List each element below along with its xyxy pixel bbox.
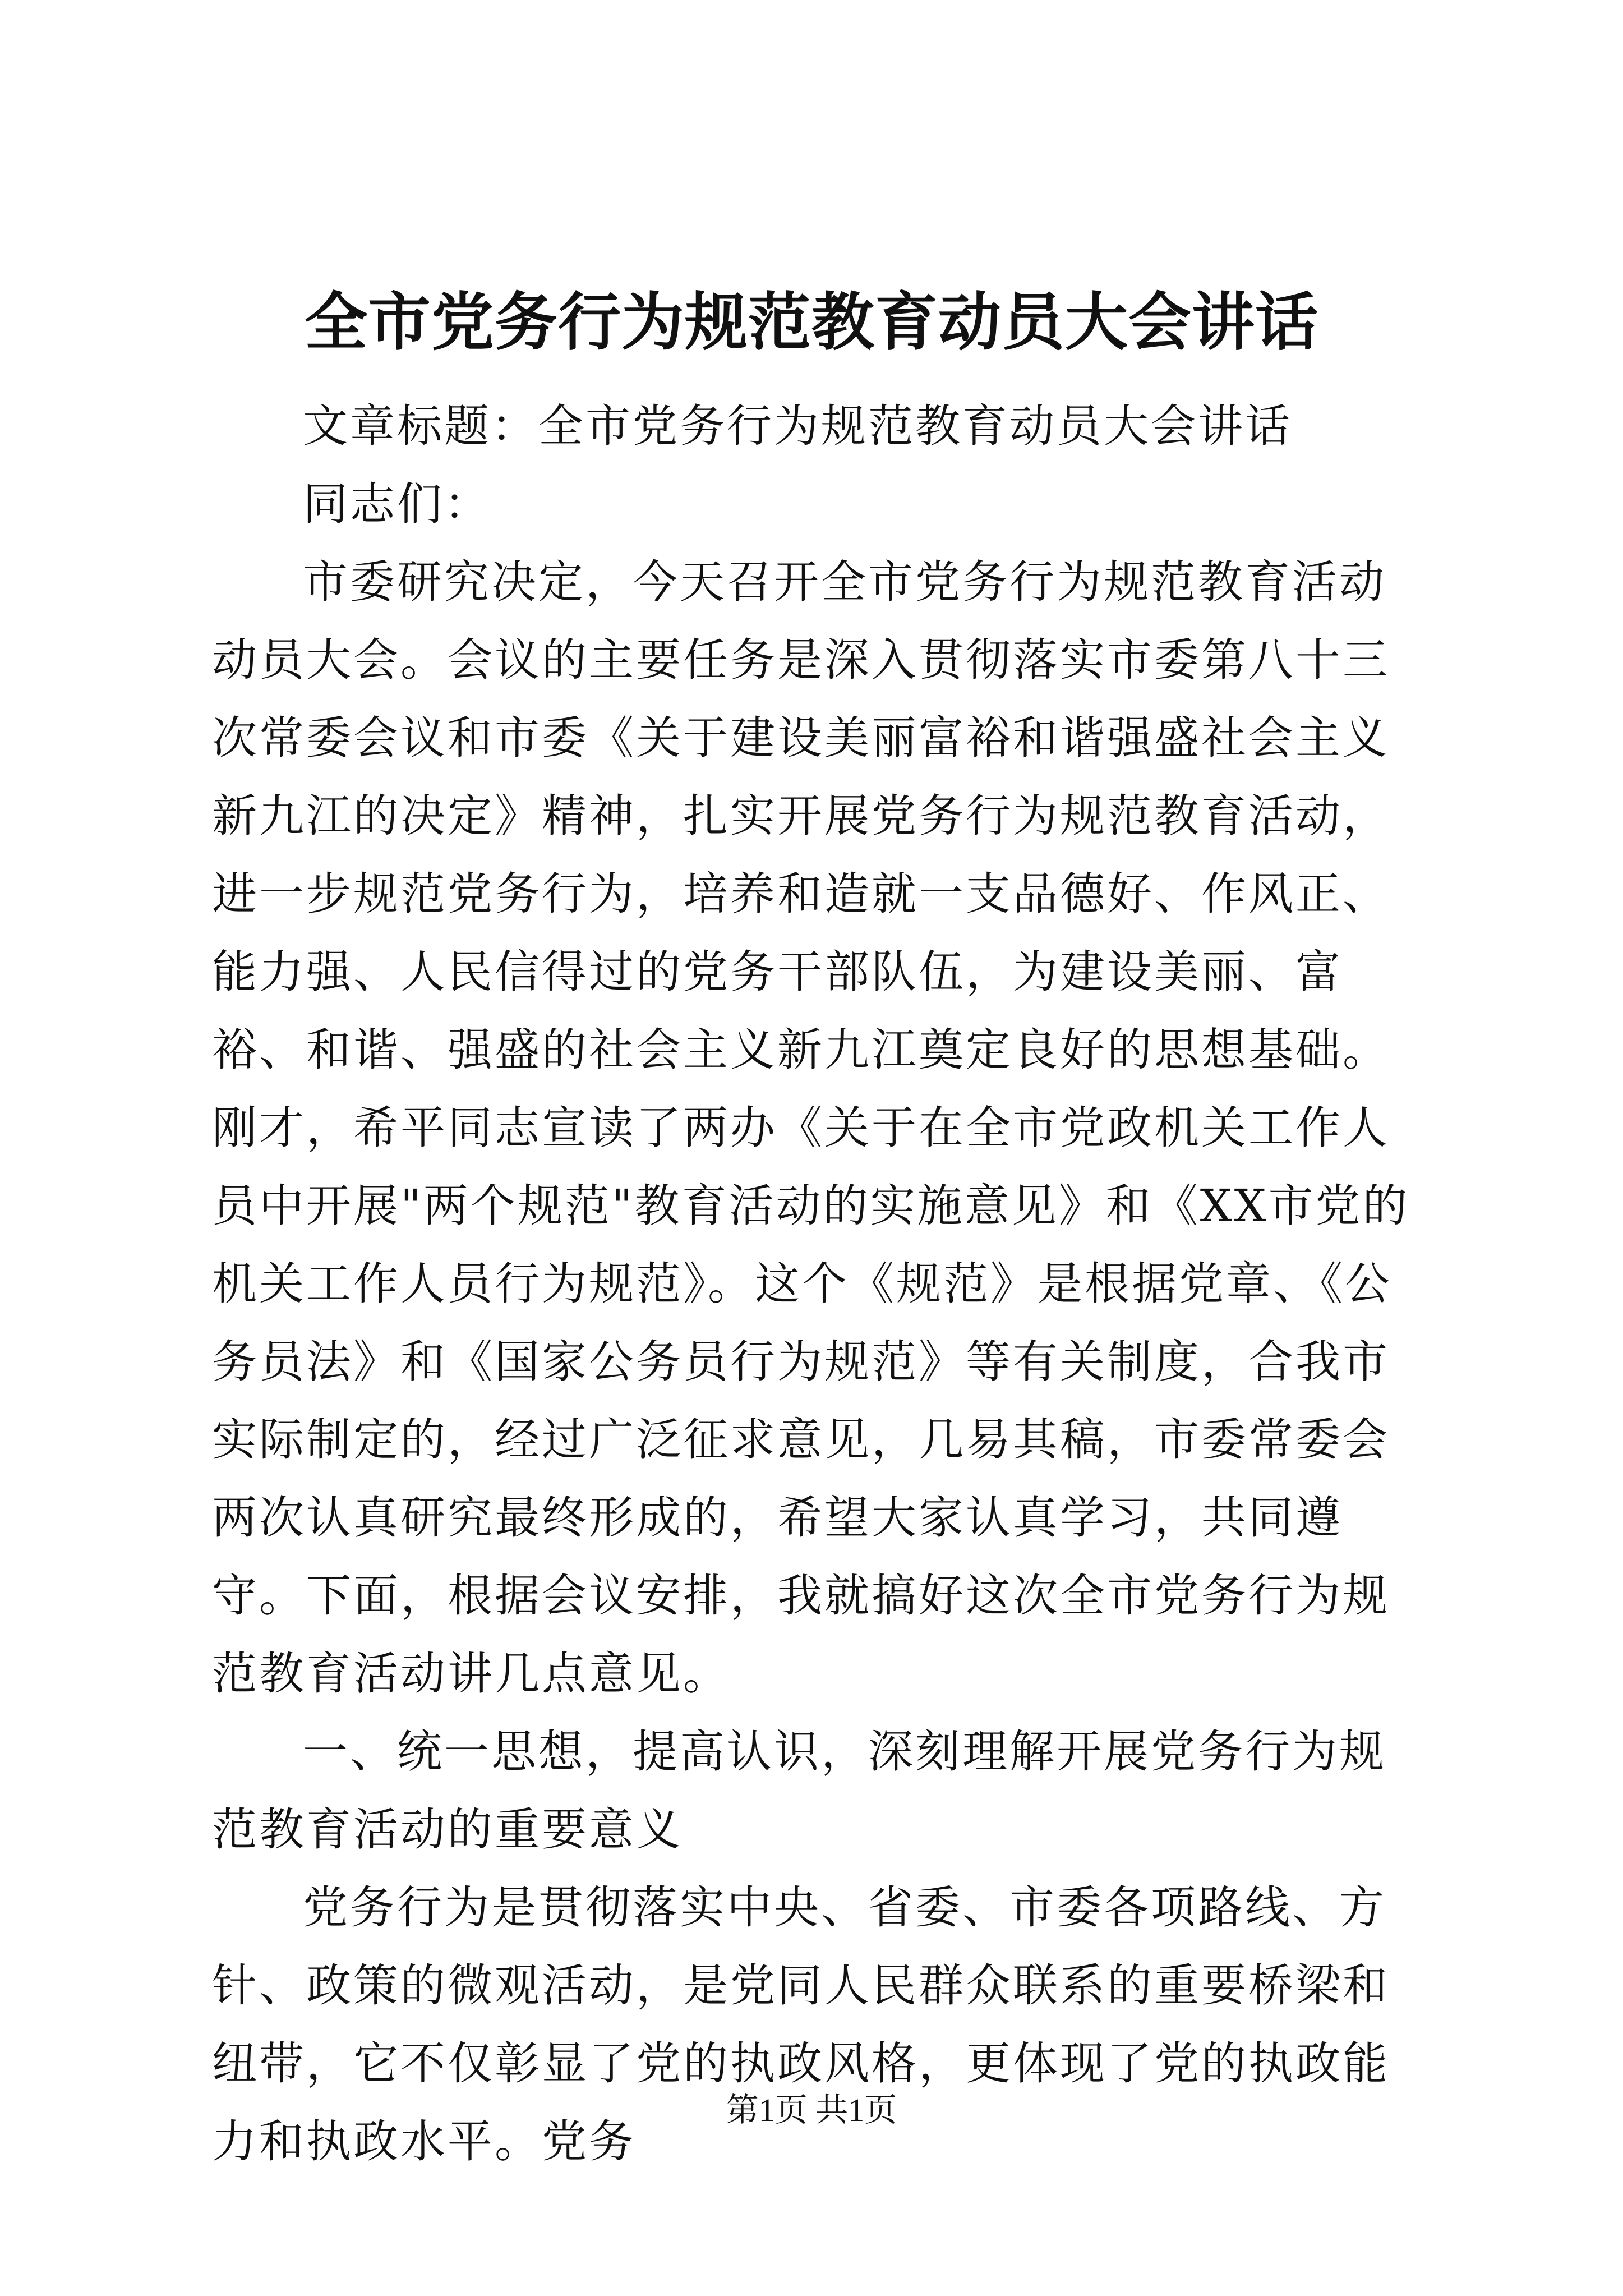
section-heading: 一、统一思想，提高认识，深刻理解开展党务行为规范教育活动的重要意义 [212, 1726, 1386, 1856]
document-title: 全市党务行为规范教育动员大会讲话 [305, 286, 1318, 359]
document-body [212, 387, 1418, 2180]
page-number-footer: 第1页 共1页 [726, 2092, 897, 2128]
body-paragraph: 市委研究决定，今天召开全市党务行为规范教育活动动员大会。会议的主要任务是深入贯彻落实市委第八十三次常委会议和市委《关于建设美丽富裕和谐强盛社会主义新九江的决定》精神，扎实开展党务行为规范教育活动，进一步规范党务行为，培养和造就一支品德好、作风正、能力强、人民信得过的党务干部队伍，为建设美丽、富裕、和谐、强盛的社会主义新九江奠定良好的思想基础。刚才，希平同志宣读了两办《关于在全市党政机关工作人员中开展"两个规范"教育活动的实施意见》和《XX市党的机关工作人员行为规范》。这个《规范》是根据党章、《公务员法》和《国家公务员行为规范》等有关制度，合我市实际制定的，经过广泛征求意见，几易其稿，市委常委会两次认真研究最终形成的，希望大家认真学习，共同遵守。下面，根据会议安排，我就搞好这次全市党务行为规范教育活动讲几点意见。 [212, 556, 1410, 1700]
body-paragraph: 党务行为是贯彻落实中央、省委、市委各项路线、方针、政策的微观活动，是党同人民群众联系的重要桥梁和纽带，它不仅彰显了党的执政风格，更体现了党的执政能力和执政水平。党务 [212, 1881, 1390, 2168]
salutation: 同志们： [303, 478, 491, 530]
article-title-line: 文章标题：全市党务行为规范教育动员大会讲话 [303, 400, 1292, 452]
